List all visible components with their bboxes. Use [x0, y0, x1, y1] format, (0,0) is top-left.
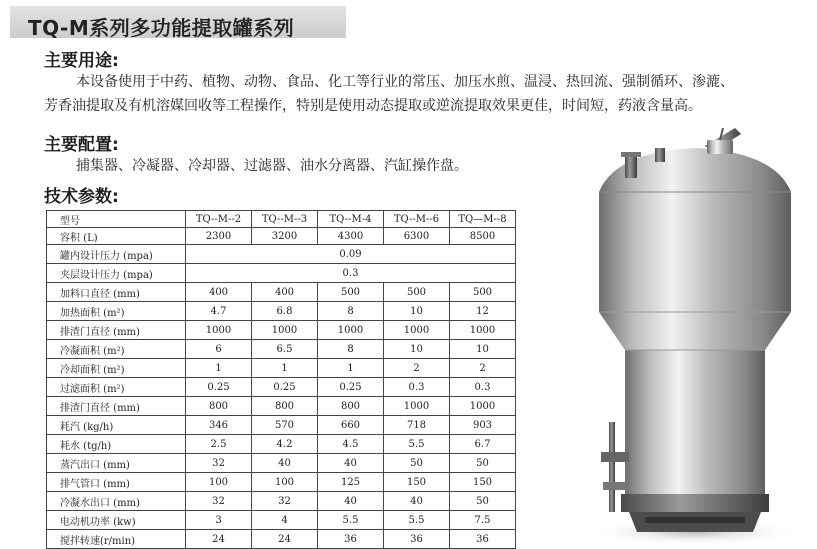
value-cell: 40	[318, 454, 384, 473]
value-cell: 40	[318, 492, 384, 511]
page-title: TQ-M系列多功能提取罐系列	[28, 16, 295, 40]
spec-table	[46, 210, 516, 549]
value-cell: 0.09	[186, 245, 516, 264]
table-row-design-pressure	[47, 245, 516, 264]
value-cell: 903	[450, 416, 516, 435]
value-cell: 40	[384, 492, 450, 511]
table-row	[47, 283, 516, 302]
value-cell: 0.3	[450, 378, 516, 397]
value-cell: 6.8	[252, 302, 318, 321]
value-cell: 32	[186, 492, 252, 511]
cone-section	[599, 312, 791, 350]
value-cell: 400	[186, 283, 252, 302]
row-label-cell: 冷凝面积 (m²)	[47, 340, 186, 359]
value-cell: 0.3	[186, 264, 516, 283]
value-cell: 1000	[252, 321, 318, 340]
value-cell: 400	[252, 283, 318, 302]
value-cell: 1000	[384, 321, 450, 340]
value-cell: 12	[450, 302, 516, 321]
value-cell: 4	[252, 511, 318, 530]
row-label-cell: 冷却面积 (m²)	[47, 359, 186, 378]
table-row	[47, 511, 516, 530]
table-row-jacket-pressure	[47, 264, 516, 283]
value-cell: 10	[384, 302, 450, 321]
value-cell: 4.5	[318, 435, 384, 454]
value-cell: 100	[186, 473, 252, 492]
table-row	[47, 416, 516, 435]
value-cell: 4.2	[252, 435, 318, 454]
value-cell: 1	[318, 359, 384, 378]
table-row	[47, 321, 516, 340]
row-label-cell: 冷凝水出口 (mm)	[47, 492, 186, 511]
table-header-row	[47, 211, 516, 228]
value-cell: 32	[252, 492, 318, 511]
value-cell: 2	[384, 359, 450, 378]
discharge-door	[621, 494, 769, 512]
value-cell: 50	[450, 492, 516, 511]
value-cell: 1000	[384, 397, 450, 416]
model-label-cell: 型号	[47, 211, 186, 228]
value-cell: 32	[186, 454, 252, 473]
value-cell: 800	[186, 397, 252, 416]
upper-shell	[599, 192, 791, 312]
value-cell: 660	[318, 416, 384, 435]
value-cell: 24	[186, 530, 252, 549]
value-cell: 0.25	[186, 378, 252, 397]
feed-port	[707, 140, 733, 154]
title-bar	[10, 6, 346, 38]
value-cell: 346	[186, 416, 252, 435]
tech-params-heading: 技术参数:	[44, 187, 119, 207]
value-cell: 1000	[450, 397, 516, 416]
value-cell: 800	[318, 397, 384, 416]
value-cell: 100	[252, 473, 318, 492]
row-label-cell: 耗汽 (kg/h)	[47, 416, 186, 435]
row-label-cell: 夹层设计压力 (mpa)	[47, 264, 186, 283]
row-label-cell: 电动机功率 (kw)	[47, 511, 186, 530]
config-heading: 主要配置:	[44, 135, 119, 155]
value-cell: 10	[450, 340, 516, 359]
value-cell: 6.5	[252, 340, 318, 359]
table-row	[47, 340, 516, 359]
value-cell: 7.5	[450, 511, 516, 530]
value-cell: 2300	[186, 228, 252, 245]
value-cell: 2.5	[186, 435, 252, 454]
value-cell: 10	[384, 340, 450, 359]
use-description-line-2: 芳香油提取及有机溶媒回收等工程操作，特别是使用动态提取或逆流提取效果更佳，时间短，药液含量高。	[44, 98, 702, 114]
value-cell: 4300	[318, 228, 384, 245]
config-description: 捕集器、冷凝器、冷却器、过滤器、油水分离器、汽缸操作盘。	[76, 158, 468, 174]
row-label-cell: 排渣门直径 (mm)	[47, 321, 186, 340]
extraction-tank-photo	[585, 122, 805, 549]
value-cell: 0.25	[318, 378, 384, 397]
value-cell: 50	[384, 454, 450, 473]
row-label-cell: 容积 (L)	[47, 228, 186, 245]
value-cell: 2	[450, 359, 516, 378]
table-row	[47, 397, 516, 416]
value-cell: 718	[384, 416, 450, 435]
value-cell: 1	[252, 359, 318, 378]
row-label-cell: 蒸汽出口 (mm)	[47, 454, 186, 473]
value-cell: 40	[252, 454, 318, 473]
model-cell: TQ--M-4	[318, 211, 384, 228]
value-cell: 6300	[384, 228, 450, 245]
value-cell: 1000	[186, 321, 252, 340]
value-cell: 4.7	[186, 302, 252, 321]
model-cell: TQ--M--6	[384, 211, 450, 228]
spec-table-body	[47, 211, 516, 549]
model-cell: TQ—M--8	[450, 211, 516, 228]
table-row	[47, 473, 516, 492]
table-row	[47, 454, 516, 473]
row-label-cell: 排渣门直径 (mm)	[47, 397, 186, 416]
top-nozzle-left	[625, 156, 637, 178]
table-row	[47, 530, 516, 549]
value-cell: 1	[186, 359, 252, 378]
value-cell: 8	[318, 340, 384, 359]
use-description-line-1: 本设备使用于中药、植物、动物、食品、化工等行业的常压、加压水煎、温浸、热回流、强制循环、渗漉、	[76, 74, 734, 90]
value-cell: 6	[186, 340, 252, 359]
value-cell: 150	[450, 473, 516, 492]
row-label-cell: 加料口直径 (mm)	[47, 283, 186, 302]
row-label-cell: 罐内设计压力 (mpa)	[47, 245, 186, 264]
model-cell: TQ--M--2	[186, 211, 252, 228]
value-cell: 50	[450, 454, 516, 473]
value-cell: 36	[384, 530, 450, 549]
table-row	[47, 492, 516, 511]
value-cell: 570	[252, 416, 318, 435]
value-cell: 5.5	[384, 511, 450, 530]
value-cell: 3200	[252, 228, 318, 245]
row-label-cell: 排气管口 (mm)	[47, 473, 186, 492]
value-cell: 1000	[450, 321, 516, 340]
value-cell: 0.25	[252, 378, 318, 397]
value-cell: 5.5	[318, 511, 384, 530]
table-row-volume	[47, 228, 516, 245]
value-cell: 150	[384, 473, 450, 492]
table-row	[47, 435, 516, 454]
value-cell: 500	[384, 283, 450, 302]
row-label-cell: 过滤面积 (m²)	[47, 378, 186, 397]
table-row	[47, 359, 516, 378]
value-cell: 5.5	[384, 435, 450, 454]
value-cell: 24	[252, 530, 318, 549]
row-label-cell: 耗水 (tg/h)	[47, 435, 186, 454]
lower-shell	[625, 350, 765, 500]
row-label-cell: 搅拌转速(r/min)	[47, 530, 186, 549]
value-cell: 500	[450, 283, 516, 302]
value-cell: 8500	[450, 228, 516, 245]
value-cell: 36	[450, 530, 516, 549]
table-row	[47, 378, 516, 397]
value-cell: 6.7	[450, 435, 516, 454]
value-cell: 3	[186, 511, 252, 530]
value-cell: 800	[252, 397, 318, 416]
value-cell: 125	[318, 473, 384, 492]
model-cell: TQ--M--3	[252, 211, 318, 228]
side-pipe	[609, 422, 615, 512]
value-cell: 0.3	[384, 378, 450, 397]
value-cell: 500	[318, 283, 384, 302]
value-cell: 1000	[318, 321, 384, 340]
table-row	[47, 302, 516, 321]
value-cell: 36	[318, 530, 384, 549]
value-cell: 8	[318, 302, 384, 321]
use-heading: 主要用途:	[44, 51, 119, 71]
row-label-cell: 加热面积 (m²)	[47, 302, 186, 321]
